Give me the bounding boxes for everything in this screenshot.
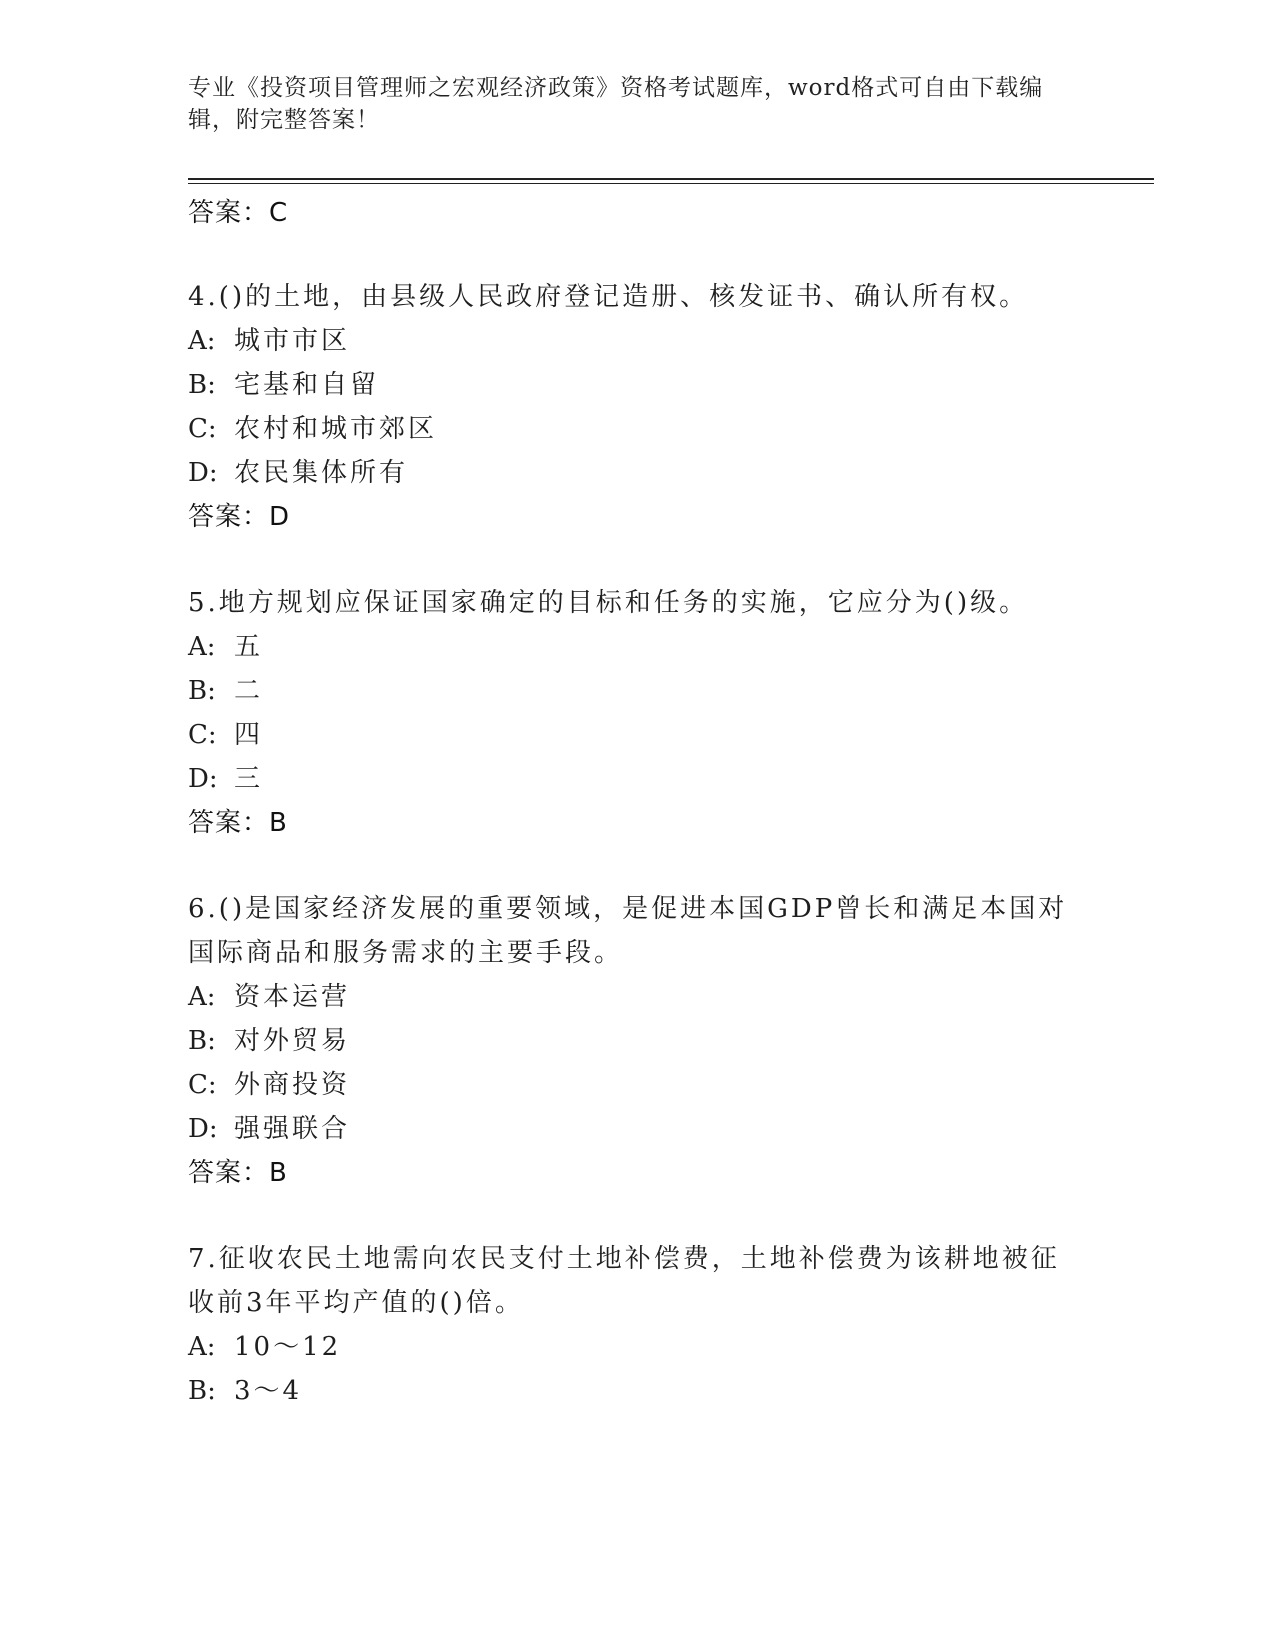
option-letter: C: (188, 720, 217, 750)
question-7-stem-line-2: 收前3年平均产值的()倍。 (188, 1288, 524, 1318)
question-6-stem-line-2: 国际商品和服务需求的主要手段。 (188, 938, 624, 968)
question-5-answer: 答案：B (188, 808, 288, 838)
option-letter: A: (188, 632, 216, 662)
question-6-option-c (188, 1064, 350, 1101)
option-letter: C: (188, 414, 217, 444)
question-4-option-c (188, 408, 437, 445)
document-header (188, 72, 1068, 136)
option-letter: D: (188, 764, 218, 794)
header-divider-thick (188, 178, 1154, 180)
question-4-option-a (188, 320, 350, 357)
option-text: 外商投资 (234, 1070, 351, 1100)
option-letter: A: (188, 982, 216, 1012)
header-divider-thin (188, 183, 1154, 184)
option-text: 农村和城市郊区 (234, 414, 438, 444)
option-letter: B: (188, 1026, 216, 1056)
answer-previous: 答案：C (188, 198, 289, 228)
option-letter: A: (188, 1332, 216, 1362)
option-text: 强强联合 (234, 1114, 351, 1144)
option-text: 五 (234, 632, 264, 662)
question-5-option-c (188, 714, 263, 751)
question-4-answer: 答案：D (188, 502, 291, 532)
question-5-option-b (188, 670, 263, 707)
option-text: 农民集体所有 (234, 458, 409, 488)
option-text: 三 (234, 764, 264, 794)
question-7-option-a (188, 1326, 341, 1363)
question-6-option-b (188, 1020, 350, 1057)
option-letter: D: (188, 458, 218, 488)
header-line-2: 辑，附完整答案！ (188, 107, 380, 133)
question-6-answer: 答案：B (188, 1158, 288, 1188)
option-text: 宅基和自留 (234, 370, 380, 400)
option-letter: B: (188, 676, 216, 706)
option-letter: A: (188, 326, 216, 356)
option-text: 3～4 (234, 1376, 303, 1406)
option-letter: B: (188, 1376, 216, 1406)
question-6-stem-line-1: 6.()是国家经济发展的重要领域，是促进本国GDP曾长和满足本国对 (188, 894, 1068, 924)
question-4-option-d (188, 452, 408, 489)
option-letter: B: (188, 370, 216, 400)
question-5-stem: 5.地方规划应保证国家确定的目标和任务的实施，它应分为()级。 (188, 588, 1029, 618)
option-letter: D: (188, 1114, 218, 1144)
question-7-option-b (188, 1370, 302, 1407)
option-text: 城市市区 (234, 326, 351, 356)
question-5-option-d (188, 758, 263, 795)
option-text: 10～12 (234, 1332, 342, 1362)
option-text: 资本运营 (234, 982, 351, 1012)
header-line-1: 专业《投资项目管理师之宏观经济政策》资格考试题库，word格式可自由下载编 (188, 75, 1044, 101)
option-text: 二 (234, 676, 264, 706)
question-7-stem-line-1: 7.征收农民土地需向农民支付土地补偿费，土地补偿费为该耕地被征 (188, 1244, 1060, 1274)
question-4-option-b (188, 364, 379, 401)
question-6-option-a (188, 976, 350, 1013)
option-text: 四 (234, 720, 264, 750)
option-letter: C: (188, 1070, 217, 1100)
question-6-option-d (188, 1108, 350, 1145)
question-4-stem: 4.()的土地，由县级人民政府登记造册、核发证书、确认所有权。 (188, 282, 1029, 312)
question-5-option-a (188, 626, 263, 663)
option-text: 对外贸易 (234, 1026, 351, 1056)
